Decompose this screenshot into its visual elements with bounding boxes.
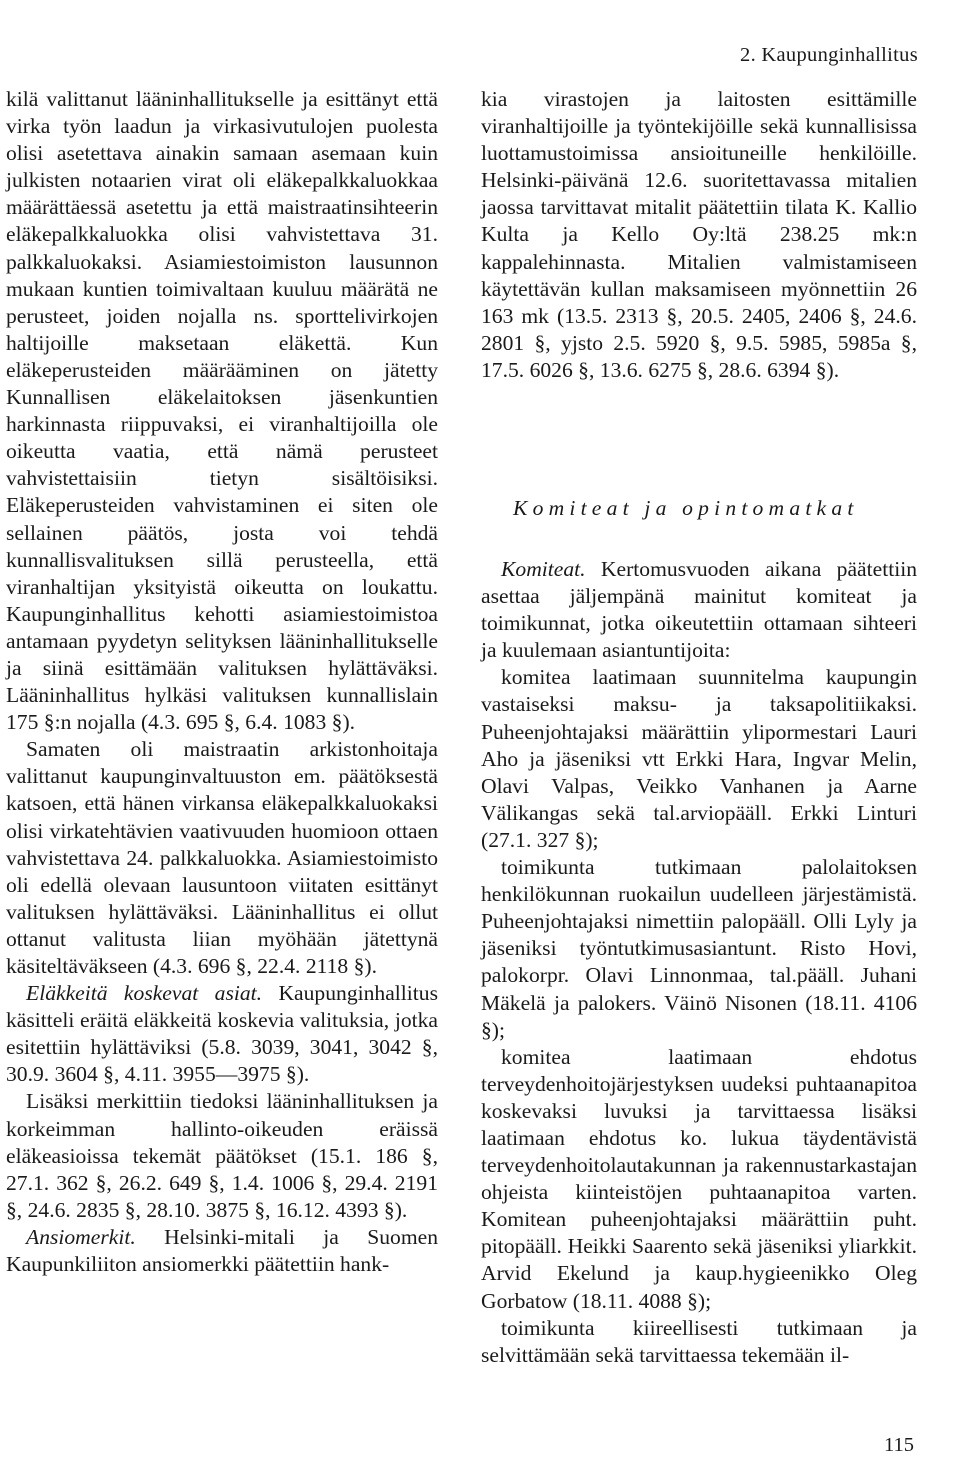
right-column-top (481, 86, 917, 384)
committee-item: komitea laatimaan ehdotus terveydenhoitojärjestyksen uudeksi puhtaanapitoa koskevaksi luvuksi ja tarvittaessa lisäksi laatimaan ehdotus ko. lukua täydentävistä terveydenhoitolautakunnan ja rakennustarkastajan ohjeista kiinteistöjen puhtaanapitoa varten. Komitean puheenjohtajaksi määrättiin puht. pitopääll. Heikki Saarento sekä jäseniksi yliarkkit. Arvid Ekelund ja kaup.hygieenikko Oleg Gorbatow (18.11. 4088 §); (481, 1044, 917, 1313)
committee-item: komitea laatimaan suunnitelma kaupungin vastaiseksi maksu- ja taksapolitiikaksi. Puheenjohtajaksi määrättiin ylipormestari Lauri Aho ja jäseniksi vtt Erkki Hara, Ingvar Melin, Olavi Valpas, Veikko Vanhanen ja Aarne Välikangas sekä tal.arviopääll. Erkki Linturi (27.1. 327 §); (481, 665, 917, 852)
committee-item: toimikunta tutkimaan palolaitoksen henkilökunnan ruokailun uudelleen järjestämistä. Puheenjohtajaksi nimettiin palopääll. Olli Lyly ja jäseniksi työntutkimusasiantunt. Risto Hovi, palokorpr. Olavi Linnonmaa, tal.pääll. Juhani Mäkelä ja palokers. Väinö Nisonen (18.11. 4106 §); (481, 855, 917, 1042)
paragraph-archivist: Samaten oli maistraatin arkistonhoitaja valittanut kaupunginvaltuuston em. päätöksestä katsoen, että hänen virkansa eläkepalkkaluokaksi olisi virkatehtävien vaativuuden huomioon ottaen vahvistettava 24. palkkaluokka. Asiamiestoimisto oli edellä olevaan lausuntoon viitaten esittänyt valituksen hylättäväksi. Lääninhallitus ei ollut ottanut valitusta liian myöhään jätettynä käsiteltäväkseen (4.3. 696 §, 22.4. 2118 §). (6, 737, 438, 978)
paragraph-committees (481, 556, 917, 664)
right-column-bottom (481, 556, 917, 1369)
pensions-lead: Eläkkeitä koskevat asiat. (26, 981, 263, 1006)
pensions-text: Kaupunginhallitus käsitteli eräitä eläkkeitä koskevia valituksia, jotka esitettiin hylättäviksi (5.8. 3039, 3041, 3042 §, 30.9. 3604 §, 4.11. 3955—3975 §). (6, 981, 438, 1087)
running-header: 2. Kaupunginhallitus (740, 44, 918, 66)
committees-text: Kertomusvuoden aikana päätettiin asettaa jäljempänä mainitut komiteat ja toimikunnat, jotka oikeutettiin ottamaan sihteeri ja kuulemaan asiantuntijoita: (481, 557, 917, 663)
paragraph-medals: kia virastojen ja laitosten esittämille viranhaltijoille ja työntekijöille sekä kunnallisissa luottamustoimissa ansioituneille henkilöille. Helsinki-päivänä 12.6. suoritettavassa mitalien jaossa tarvittavat mitalit päätettiin tilata K. Kallio Kulta ja Kello Oy:ltä 238.25 mk:n kappalehinnasta. Mitalien valmistamiseen käytettävän kullan maksamiseen myönnettiin 26 163 mk (13.5. 2313 §, 20.5. 2405, 2406 §, 24.6. 2801 §, yjsto 2.5. 5920 §, 9.5. 5985, 5985a §, 17.5. 6026 §, 13.6. 6275 §, 28.6. 6394 §). (481, 87, 917, 382)
merits-lead: Ansiomerkit. (26, 1224, 136, 1249)
page-number: 115 (884, 1434, 914, 1456)
committee-item: toimikunta kiireellisesti tutkimaan ja selvittämään sekä tarvittaessa tekemään il- (481, 1315, 917, 1367)
merits-text: Helsinki-mitali ja Suomen Kaupunkiliiton ansiomerkki päätettiin hank- (6, 1224, 438, 1277)
paragraph-pensions (6, 980, 438, 1088)
committees-lead: Komiteat. (501, 557, 586, 581)
paragraph-appeal: kilä valittanut lääninhallitukselle ja esittänyt että virka työn laadun ja virkasivutulojen puolesta olisi asetettava ainakin samaan asemaan kuin julkisten notaarien virat oli eläkepalkkaluokkaa määrättäessä asetettu ja että maistraatinsihteerin eläkepalkkaluokka olisi vahvistettava 31. palkkaluokaksi. Asiamiestoimiston lausunnon mukaan kuntien toimivaltaan kuuluu määrätä ne perusteet, joiden nojalla ns. sporttelivirkojen haltijoille maksetaan eläkettä. Kun eläkeperusteiden määrääminen on jätetty Kunnallisen eläkelaitoksen jäsenkuntien harkinnasta riippuvaksi, ei viranhaltijoilla ole oikeutta vaatia, että nämä perusteet vahvistettaisiin tietyn sisältöisiksi. Eläkeperusteiden vahvistaminen ei siten ole sellainen päätös, josta voi tehdä kunnallisvalituksen sillä perusteella, että viranhaltijan yksityistä oikeutta on loukattu. Kaupunginhallitus kehotti asiamiestoimistoa antamaan pyydetyn selityksen lääninhallitukselle ja siinä esittämään valituksen hylättäväksi. Lääninhallitus hylkäsi valituksen kunnallislain 175 §:n nojalla (4.3. 695 §, 6.4. 1083 §). (6, 87, 438, 735)
paragraph-decisions: Lisäksi merkittiin tiedoksi lääninhallituksen ja korkeimman hallinto-oikeuden eräissä eläkeasioissa tekemät päätökset (15.1. 186 §, 27.1. 362 §, 26.2. 649 §, 1.4. 1006 §, 29.4. 2191 §, 24.6. 2835 §, 28.10. 3875 §, 16.12. 4393 §). (6, 1089, 438, 1222)
paragraph-merits (6, 1224, 438, 1278)
section-heading: Komiteat ja opintomatkat (513, 496, 859, 520)
left-column (6, 86, 438, 1278)
